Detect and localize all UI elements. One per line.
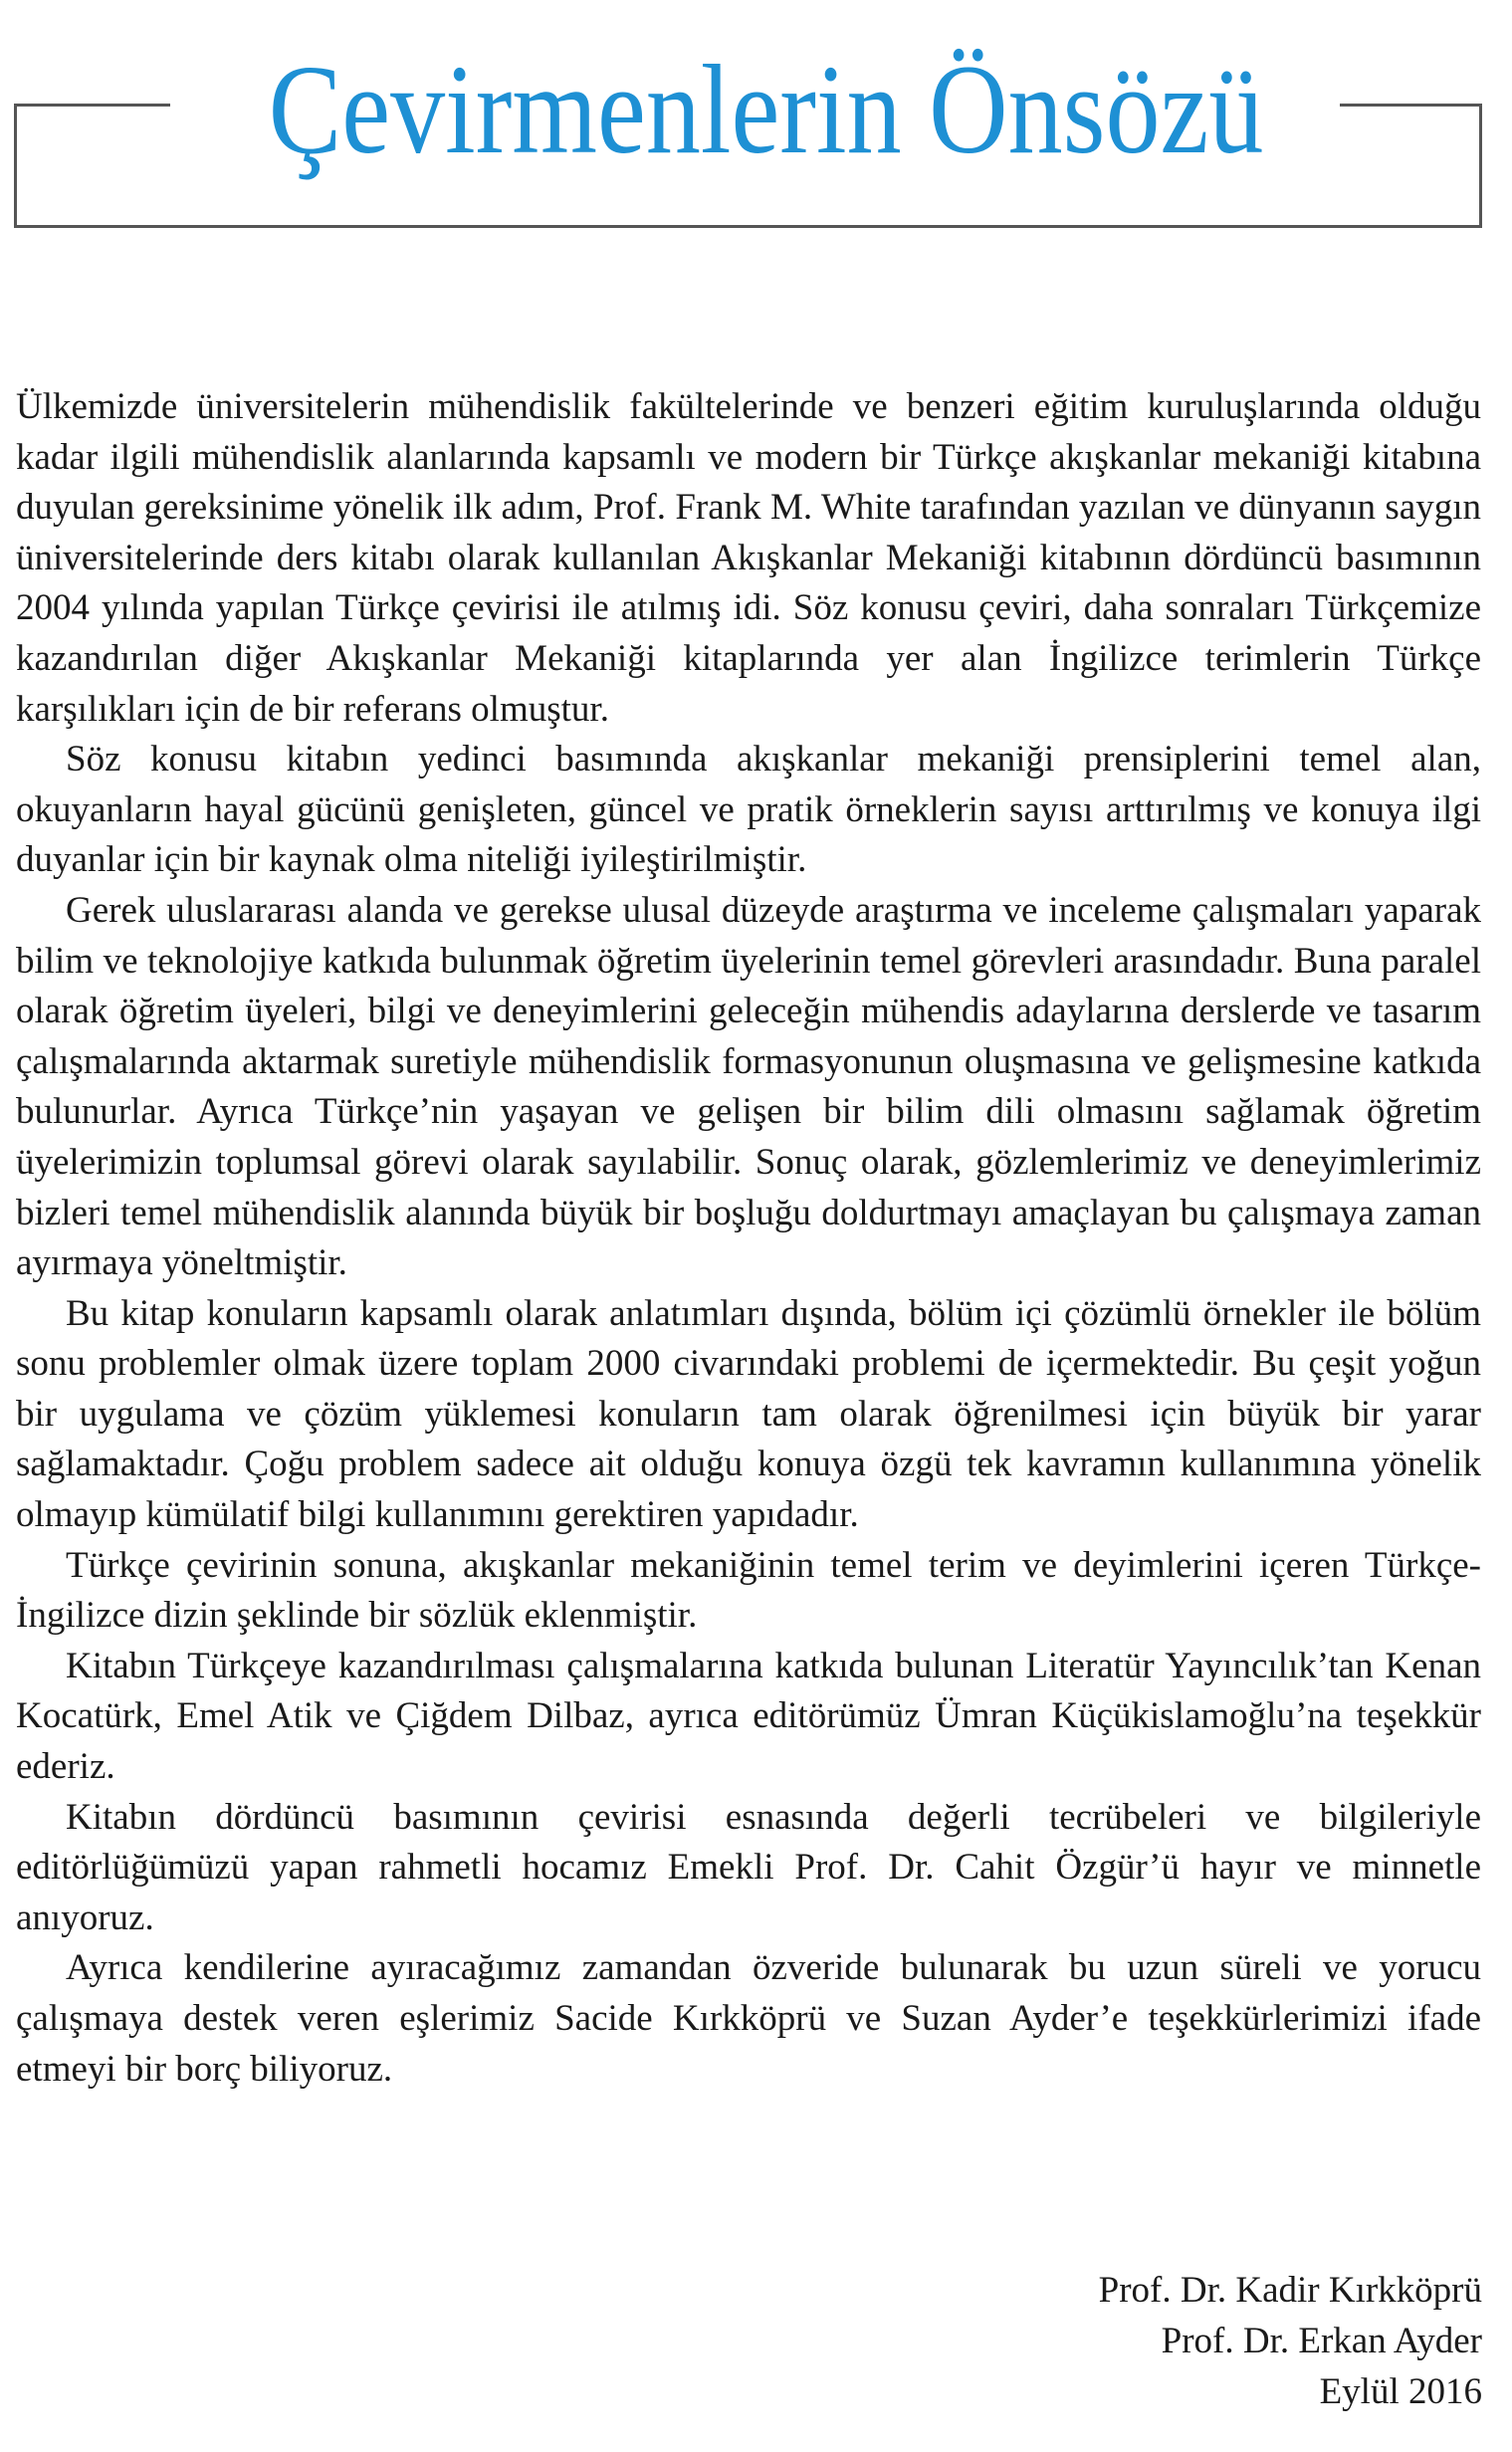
signature-author-1: Prof. Dr. Kadir Kırkköprü xyxy=(1098,2270,1482,2311)
paragraph-2: Söz konusu kitabın yedinci basımında akışkanlar mekaniği prensiplerini temel alan, okuyanların hayal gücünü genişleten, güncel ve pratik örneklerin sayısı arttırılmış ve konuya ilgi duyanlar için bir kaynak olma niteliği iyileştirilmiştir. xyxy=(16,739,1481,881)
signature-date: Eylül 2016 xyxy=(1319,2371,1482,2412)
signature-author-2: Prof. Dr. Erkan Ayder xyxy=(1161,2321,1482,2361)
paragraph-6: Kitabın Türkçeye kazandırılması çalışmalarına katkıda bulunan Literatür Yayıncılık’tan Kenan Kocatürk, Emel Atik ve Çiğdem Dilbaz, ayrıca editörümüz Ümran Küçükislamoğlu’na teşekkür ederiz. xyxy=(16,1645,1481,1788)
paragraph-8: Ayrıca kendilerine ayıracağımız zamandan özveride bulunarak bu uzun süreli ve yorucu çalışmaya destek veren eşlerimiz Sacide Kırkköprü ve Suzan Ayder’e teşekkürlerimizi ifade etmeyi bir borç biliyoruz. xyxy=(16,1947,1481,2090)
preface-body xyxy=(16,382,1481,2095)
page-title: Çevirmenlerin Önsözü xyxy=(268,39,1264,180)
paragraph-5: Türkçe çevirinin sonuna, akışkanlar mekaniğinin temel terim ve deyimlerini içeren Türkçe-İngilizce dizin şeklinde bir sözlük eklenmiştir. xyxy=(16,1544,1481,1637)
paragraph-4: Bu kitap konuların kapsamlı olarak anlatımları dışında, bölüm içi çözümlü örnekler ile bölüm sonu problemler olmak üzere toplam 2000 civarındaki problemi de içermektedir. Bu çeşit yoğun bir uygulama ve çözüm yüklemesi konuların tam olarak öğrenilmesi için büyük bir yarar sağlamaktadır. Çoğu problem sadece ait olduğu konuya özgü tek kavramın kullanımına yönelik olmayıp kümülatif bilgi kullanımını gerektiren yapıdadır. xyxy=(16,1292,1481,1536)
paragraph-7: Kitabın dördüncü basımının çevirisi esnasında değerli tecrübeleri ve bilgileriyle editörlüğümüzü yapan rahmetli hocamız Emekli Prof. Dr. Cahit Özgür’ü hayır ve minnetle anıyoruz. xyxy=(16,1796,1481,1938)
paragraph-1: Ülkemizde üniversitelerin mühendislik fakültelerinde ve benzeri eğitim kuruluşlarında olduğu kadar ilgili mühendislik alanlarında kapsamlı ve modern bir Türkçe akışkanlar mekaniği kitabına duyulan gereksinime yönelik ilk adım, Prof. Frank M. White tarafından yazılan ve dünyanın saygın üniversitelerinde ders kitabı olarak kullanılan Akışkanlar Mekaniği kitabının dördüncü basımının 2004 yılında yapılan Türkçe çevirisi ile atılmış idi. Söz konusu çeviri, daha sonraları Türkçemize kazandırılan diğer Akışkanlar Mekaniği kitaplarında yer alan İngilizce terimlerin Türkçe karşılıkları için de bir referans olmuştur. xyxy=(16,386,1481,730)
paragraph-3: Gerek uluslararası alanda ve gerekse ulusal düzeyde araştırma ve inceleme çalışmaları yaparak bilim ve teknolojiye katkıda bulunmak öğretim üyelerinin temel görevleri arasındadır. Buna paralel olarak öğretim üyeleri, bilgi ve deneyimlerini geleceğin mühendis adaylarına derslerde ve tasarım çalışmalarında aktarmak suretiyle mühendislik formasyonunun oluşmasına ve gelişmesine katkıda bulunurlar. Ayrıca Türkçe’nin yaşayan ve gelişen bir bilim dili olmasını sağlamak öğretim üyelerimizin toplumsal görevi olarak sayılabilir. Sonuç olarak, gözlemlerimiz ve deneyimlerimiz bizleri temel mühendislik alanında büyük bir boşluğu doldurtmayı amaçlayan bu çalışmaya zaman ayırmaya yöneltmiştir. xyxy=(16,889,1481,1284)
signature-block xyxy=(1099,2265,1482,2417)
